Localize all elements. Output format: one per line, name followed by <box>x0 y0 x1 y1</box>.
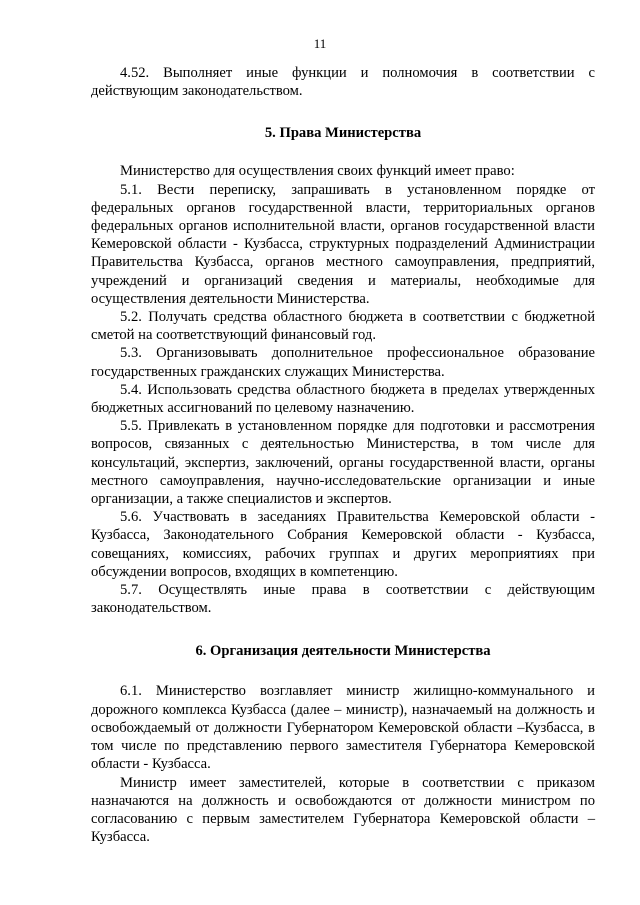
section-5-heading: 5. Права Министерства <box>264 125 422 142</box>
paragraph-6-1: 6.1. Министерство возглавляет министр жилищно-коммунального и дорожного комплекса Кузбасса (далее – министр), назначаемый на должность и освобождаемый от должности Губернатором Кемеровской области –Кузбасса, в том числе по представлению первого заместителя Губернатора Кемеровской области - Кузбасса. <box>91 683 595 773</box>
paragraph-5-4: 5.4. Использовать средства областного бюджета в пределах утвержденных бюджетных ассигнований по целевому назначению. <box>91 381 595 417</box>
paragraph-5-6: 5.6. Участвовать в заседаниях Правительства Кемеровской области - Кузбасса, Законодательного Собрания Кемеровской области - Кузбасса, совещаниях, комиссиях, рабочих группах и других мероприятиях при обсуждении вопросов, входящих в компетенцию. <box>91 509 595 580</box>
section-5-intro: Министерство для осуществления своих функций имеет право: <box>120 163 515 180</box>
page-number: 11 <box>313 36 327 51</box>
paragraph-4-52: 4.52. Выполняет иные функции и полномочия в соответствии с действующим законодательством. <box>91 65 595 100</box>
paragraph-5-3: 5.3. Организовывать дополнительное профессиональное образование государственных гражданских служащих Министерства. <box>91 345 595 380</box>
paragraph-6-deputies: Министр имеет заместителей, которые в соответствии с приказом назначаются на должность и освобождаются от должности министром по согласованию с первым заместителем Губернатора Кемеровской области – Кузбасса. <box>91 774 595 846</box>
paragraph-5-7: 5.7. Осуществлять иные права в соответствии с действующим законодательством. <box>91 582 595 617</box>
document-body <box>91 64 595 846</box>
paragraph-5-5: 5.5. Привлекать в установленном порядке для подготовки и рассмотрения вопросов, связанных с деятельностью Министерства, в том числе для консультаций, экспертиз, заключений, органы государственной власти, органы местного самоуправления, научно-исследовательские организации и иные организации, а также специалистов и экспертов. <box>91 418 595 508</box>
paragraph-5-1: 5.1. Вести переписку, запрашивать в установленном порядке от федеральных органов государственной власти, территориальных органов федеральных органов исполнительной власти, органов государственной власти Кемеровской области - Кузбасса, структурных подразделений Администрации Правительства Кузбасса, органов местного самоуправления, предприятий, учреждений и организаций сведения и материалы, необходимые для осуществления деятельности Министерства. <box>91 181 595 307</box>
paragraph-5-2: 5.2. Получать средства областного бюджета в соответствии с бюджетной сметой на соответствующий финансовый год. <box>91 309 595 344</box>
section-6-heading: 6. Организация деятельности Министерства <box>195 643 491 660</box>
